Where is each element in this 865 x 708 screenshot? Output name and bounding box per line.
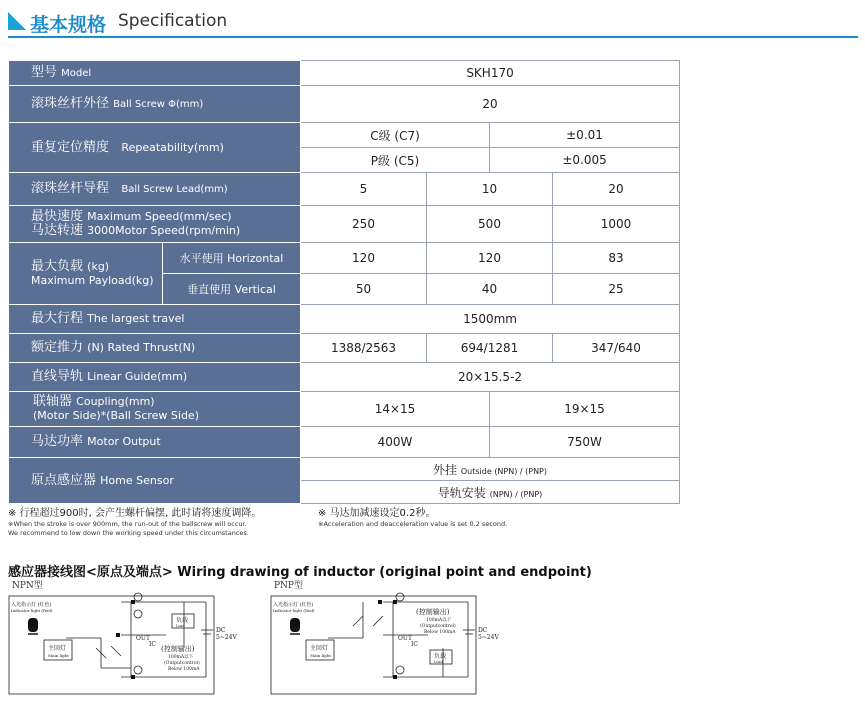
motor-2: 750W [490, 427, 680, 458]
pnp-wiring-diagram [268, 588, 508, 696]
lead-1: 5 [301, 173, 427, 206]
note-stroke-en-1: ※When the stroke is over 900mm, the run-out of the ballscrew will occur. [8, 520, 247, 528]
npn-ctrl-label: (控制输出) [161, 645, 195, 653]
lead-2: 10 [427, 173, 553, 206]
sensor-outside: 外挂 Outside (NPN) / (PNP) [301, 458, 680, 481]
row-lead [9, 173, 680, 206]
npn-indicator-lamp-icon [28, 618, 38, 634]
pnp-ctrl-label: (控制输出) [416, 608, 450, 616]
label-repeatability: 重复定位精度 Repeatability(mm) [9, 123, 301, 173]
row-ball-screw-od [9, 86, 680, 123]
row-max-speed [9, 206, 680, 243]
note-stroke [8, 508, 308, 538]
row-guide [9, 363, 680, 392]
header-rule [8, 36, 858, 38]
speed-3: 1000 [553, 206, 680, 243]
row-coupling [9, 392, 680, 427]
pnp-volt-label: 5~24V [478, 634, 499, 641]
speed-1: 250 [301, 206, 427, 243]
npn-ic-label: IC [149, 641, 156, 648]
npn-load-label-en: Load [176, 624, 185, 628]
npn-indicator-label-en: Indicator light (Red) [11, 608, 53, 613]
label-max-speed: 最快速度 Maximum Speed(mm/sec) 马达转速 3000Motor Speed(rpm/min) [9, 206, 301, 243]
npn-volt-label: 5~24V [216, 634, 237, 641]
pnp-load-label: 负载 [434, 653, 447, 660]
npn-main-lamp-label-en: Main light [48, 653, 69, 658]
label-ball-screw-od: 滚珠丝杆外径 Ball Screw Φ(mm) [9, 86, 301, 123]
npn-ctrl-2: (Outputcontrol) [164, 661, 200, 666]
pnp-ctrl-2: (Outputcontrol) [420, 624, 456, 629]
row-travel [9, 305, 680, 334]
note-stroke-en-2: We recommend to low down the working speed under this circumstances. [8, 529, 249, 537]
thrust-2: 694/1281 [427, 334, 553, 363]
repeat-p: ±0.005 [490, 148, 680, 173]
payload-v-3: 25 [553, 274, 680, 305]
npn-ctrl-1: 100mA以下 [168, 655, 194, 660]
label-guide: 直线导轨 Linear Guide(mm) [9, 363, 301, 392]
payload-v-1: 50 [301, 274, 427, 305]
note-accel-cn: ※ 马达加减速设定0.2秒。 [318, 508, 436, 519]
spec-table [8, 60, 680, 504]
npn-wiring-diagram [6, 588, 246, 696]
pnp-main-lamp-label-en: Main light [310, 653, 331, 658]
thrust-1: 1388/2563 [301, 334, 427, 363]
grade-c: C级 (C7) [301, 123, 490, 148]
label-lead: 滚珠丝杆导程 Ball Screw Lead(mm) [9, 173, 301, 206]
label-thrust: 额定推力 (N) Rated Thrust(N) [9, 334, 301, 363]
payload-h-1: 120 [301, 243, 427, 274]
pnp-ctrl-3: Below 100mA [424, 630, 456, 635]
pnp-indicator-label-en: Indicator light (Red) [273, 608, 315, 613]
row-repeatability-c [9, 123, 680, 148]
motor-1: 400W [301, 427, 490, 458]
value-ball-screw-od: 20 [301, 86, 680, 123]
repeat-c: ±0.01 [490, 123, 680, 148]
npn-load-label: 负载 [176, 617, 189, 624]
label-payload: 最大负载 (kg) Maximum Payload(kg) [9, 243, 163, 305]
pnp-dc-label: DC [478, 627, 488, 634]
row-sensor-outside [9, 458, 680, 481]
header-title-en: Specification [118, 11, 228, 31]
note-accel [318, 508, 618, 529]
coupling-2: 19×15 [490, 392, 680, 427]
header-title-cn: 基本规格 [30, 14, 107, 36]
pnp-ic-label: IC [411, 641, 418, 648]
npn-ctrl-3: Below 100mA [168, 667, 200, 672]
row-motor [9, 427, 680, 458]
value-guide: 20×15.5-2 [301, 363, 680, 392]
grade-p: P级 (C5) [301, 148, 490, 173]
payload-v-2: 40 [427, 274, 553, 305]
npn-dc-label: DC [216, 627, 226, 634]
wiring-title: 感应器接线图<原点及端点> Wiring drawing of inductor (original point and endpoint) [8, 565, 592, 580]
label-travel: 最大行程 The largest travel [9, 305, 301, 334]
pnp-indicator-label: 入光指示灯 (红色) [273, 602, 314, 608]
npn-tag: NPN型 [12, 581, 43, 591]
thrust-3: 347/640 [553, 334, 680, 363]
label-model: 型号 Model [9, 61, 301, 86]
pnp-main-lamp-label: 主回灯 [310, 645, 329, 652]
row-thrust [9, 334, 680, 363]
payload-h-3: 83 [553, 243, 680, 274]
label-sensor: 原点感应器 Home Sensor [9, 458, 301, 504]
npn-out-label: OUT [136, 635, 150, 642]
payload-h-2: 120 [427, 243, 553, 274]
npn-main-lamp-label: 主回灯 [48, 645, 67, 652]
header-triangle-icon [8, 12, 26, 30]
pnp-load-label-en: Load [434, 660, 443, 664]
pnp-out-label: OUT [398, 635, 412, 642]
label-vertical: 垂直使用 Vertical [163, 274, 301, 305]
note-stroke-cn: ※ 行程超过900时, 会产生螺杆偏摆, 此时请将速度调降。 [8, 508, 262, 519]
section-header [8, 8, 858, 38]
coupling-1: 14×15 [301, 392, 490, 427]
label-motor: 马达功率 Motor Output [9, 427, 301, 458]
row-payload-horizontal [9, 243, 680, 274]
pnp-ctrl-1: 100mA以下 [426, 618, 452, 623]
row-model [9, 61, 680, 86]
label-horizontal: 水平使用 Horizontal [163, 243, 301, 274]
label-coupling: 联轴器 Coupling(mm) (Motor Side)*(Ball Screw Side) [9, 392, 301, 427]
npn-indicator-label: 入光指示灯 (红色) [11, 602, 52, 608]
speed-2: 500 [427, 206, 553, 243]
pnp-tag: PNP型 [274, 581, 303, 591]
note-accel-en: ※Acceleration and deacceleration value is set 0.2 second. [318, 520, 508, 528]
lead-3: 20 [553, 173, 680, 206]
value-model: SKH170 [301, 61, 680, 86]
pnp-indicator-lamp-icon [290, 618, 300, 634]
value-travel: 1500mm [301, 305, 680, 334]
sensor-rail: 导轨安装 (NPN) / (PNP) [301, 481, 680, 504]
